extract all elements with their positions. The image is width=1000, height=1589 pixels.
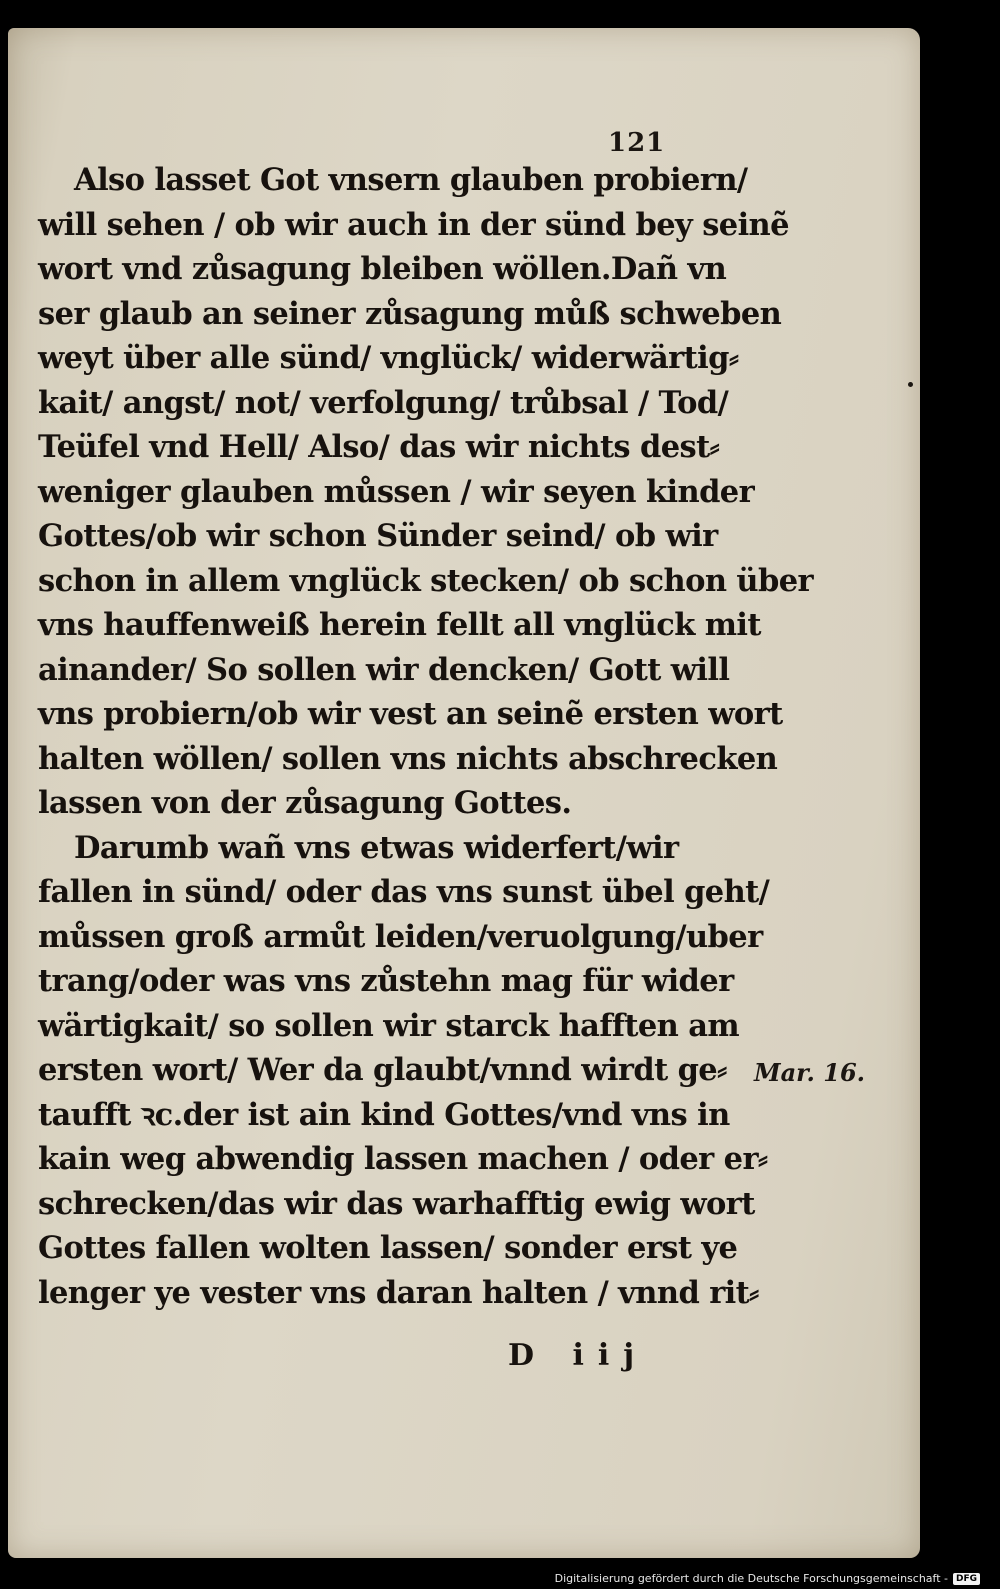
text-line: kait/ angst/ not/ verfolgung/ trůbsal / Tod/ bbox=[38, 384, 729, 421]
text-line: vns probiern/ob wir vest an seinẽ ersten wort bbox=[38, 696, 783, 732]
ink-dot bbox=[908, 382, 913, 387]
text-line: lenger ye vester vns daran halten / vnnd rit⸗ bbox=[38, 1274, 759, 1311]
text-line: weyt über alle sünd/ vnglück/ widerwärtig⸗ bbox=[38, 340, 739, 376]
text-line: ser glaub an seiner zůsagung můß schweben bbox=[38, 295, 782, 332]
text-line: wärtigkait/ so sollen wir starck hafften am bbox=[38, 1007, 740, 1044]
text-line: weniger glauben můssen / wir seyen kinder bbox=[38, 473, 755, 510]
text-line: schon in allem vnglück stecken/ ob schon über bbox=[38, 562, 813, 599]
text-line: vns hauffenweiß herein fellt all vnglück mit bbox=[38, 607, 761, 643]
text-line: ersten wort/ Wer da glaubt/vnnd wirdt ge⸗ bbox=[38, 1052, 727, 1088]
text-line: ainander/ So sollen wir dencken/ Gott will bbox=[38, 651, 730, 688]
text-line: fallen in sünd/ oder das vns sunst übel geht/ bbox=[38, 874, 770, 910]
text-line: wort vnd zůsagung bleiben wöllen.Dañ vn bbox=[38, 251, 727, 287]
text-line: trang/oder was vns zůstehn mag für wider bbox=[38, 963, 734, 999]
text-line: Teüfel vnd Hell/ Also/ das wir nichts dest⸗ bbox=[38, 429, 720, 465]
text-line: lassen von der zůsagung Gottes. bbox=[38, 785, 572, 821]
book-page bbox=[8, 28, 920, 1558]
margin-note: Mar. 16. bbox=[754, 1058, 866, 1087]
text-line: halten wöllen/ sollen vns nichts abschrecken bbox=[38, 740, 778, 777]
text-line: will sehen / ob wir auch in der sünd bey seinẽ bbox=[38, 206, 789, 243]
text-line: Darumb wañ vns etwas widerfert/wir bbox=[74, 829, 679, 866]
text-line: Gottes/ob wir schon Sünder seind/ ob wir bbox=[38, 518, 718, 554]
footer-credit-text: Digitalisierung gefördert durch die Deutsche Forschungsgemeinschaft - bbox=[554, 1572, 948, 1585]
text-line: Also lasset Got vnsern glauben probiern/ bbox=[74, 162, 748, 198]
dfg-logo-icon: DFG bbox=[953, 1573, 980, 1585]
text-line: Gottes fallen wolten lassen/ sonder erst ye bbox=[38, 1230, 738, 1266]
footer-credit bbox=[555, 1572, 980, 1585]
text-line: schrecken/das wir das warhafftig ewig wort bbox=[38, 1185, 755, 1222]
text-line: kain weg abwendig lassen machen / oder er⸗ bbox=[38, 1141, 768, 1177]
text-line: můssen groß armůt leiden/veruolgung/uber bbox=[38, 918, 763, 955]
signature-mark: D iij bbox=[508, 1338, 649, 1373]
text-line: taufft ꝛc.der ist ain kind Gottes/vnd vns in bbox=[38, 1096, 730, 1133]
page-number: 121 bbox=[608, 128, 666, 158]
